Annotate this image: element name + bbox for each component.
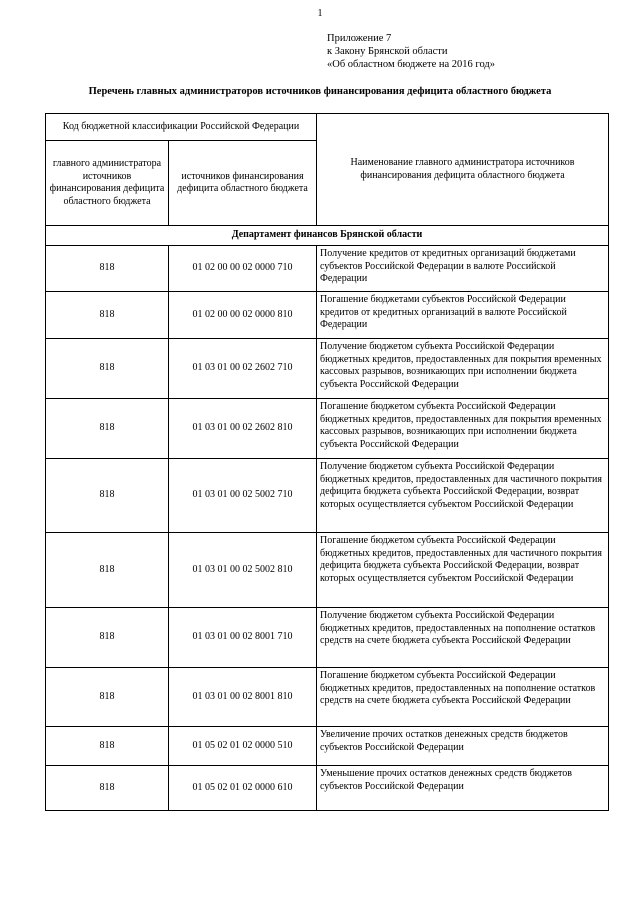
table-row [46, 399, 609, 459]
admin-code-cell: 818 [46, 533, 169, 608]
table-row [46, 766, 609, 811]
annex-line-2: к Закону Брянской области [327, 46, 448, 57]
admin-code-cell: 818 [46, 339, 169, 399]
name-cell: Погашение бюджетами субъектов Российской Федерации кредитов от кредитных организаций в валюте Российской Федерации [317, 292, 609, 339]
header-financing-sources: источников финансирования дефицита областного бюджета [169, 141, 317, 226]
admin-code-cell: 818 [46, 766, 169, 811]
name-cell: Увеличение прочих остатков денежных средств бюджетов субъектов Российской Федерации [317, 727, 609, 766]
annex-line-3: «Об областном бюджете на 2016 год» [327, 59, 495, 70]
administrators-table [45, 113, 609, 811]
name-cell: Погашение бюджетом субъекта Российской Федерации бюджетных кредитов, предоставленных для покрытия временных кассовых разрывов, возникающих при исполнении бюджета субъекта Российской Федерации [317, 399, 609, 459]
annex-block [327, 32, 495, 71]
source-code-cell: 01 05 02 01 02 0000 610 [169, 766, 317, 811]
admin-code-cell: 818 [46, 246, 169, 292]
source-code-cell: 01 03 01 00 02 5002 810 [169, 533, 317, 608]
table-row [46, 292, 609, 339]
source-code-cell: 01 03 01 00 02 2602 710 [169, 339, 317, 399]
page-number: 1 [317, 8, 323, 19]
source-code-cell: 01 03 01 00 02 5002 710 [169, 459, 317, 533]
admin-code-cell: 818 [46, 292, 169, 339]
annex-line-1: Приложение 7 [327, 33, 392, 44]
admin-code-cell: 818 [46, 668, 169, 727]
header-administrator-name: Наименование главного администратора источников финансирования дефицита областного бюджета [317, 114, 609, 226]
name-cell: Получение бюджетом субъекта Российской Федерации бюджетных кредитов, предоставленных для частичного покрытия дефицита бюджета субъекта Российской Федерации, возврат которых осуществляется субъектом Российской Федерации [317, 459, 609, 533]
table-row [46, 668, 609, 727]
source-code-cell: 01 02 00 00 02 0000 810 [169, 292, 317, 339]
source-code-cell: 01 05 02 01 02 0000 510 [169, 727, 317, 766]
source-code-cell: 01 03 01 00 02 8001 710 [169, 608, 317, 668]
admin-code-cell: 818 [46, 399, 169, 459]
table-row [46, 246, 609, 292]
document-title: Перечень главных администраторов источников финансирования дефицита областного бюджета [88, 86, 552, 97]
name-cell: Получение бюджетом субъекта Российской Федерации бюджетных кредитов, предоставленных для покрытия временных кассовых разрывов, возникающих при исполнении бюджета субъекта Российской Федерации [317, 339, 609, 399]
admin-code-cell: 818 [46, 727, 169, 766]
header-budget-code: Код бюджетной классификации Российской Федерации [46, 114, 317, 141]
source-code-cell: 01 03 01 00 02 2602 810 [169, 399, 317, 459]
name-cell: Погашение бюджетом субъекта Российской Федерации бюджетных кредитов, предоставленных для частичного покрытия дефицита бюджета субъекта Российской Федерации, возврат которых осуществляется субъектом Российской Федерации [317, 533, 609, 608]
table-row [46, 727, 609, 766]
source-code-cell: 01 02 00 00 02 0000 710 [169, 246, 317, 292]
section-heading: Департамент финансов Брянской области [46, 226, 609, 246]
admin-code-cell: 818 [46, 459, 169, 533]
source-code-cell: 01 03 01 00 02 8001 810 [169, 668, 317, 727]
name-cell: Погашение бюджетом субъекта Российской Федерации бюджетных кредитов, предоставленных на пополнение остатков средств на счете бюджета субъекта Российской Федерации [317, 668, 609, 727]
table-row [46, 608, 609, 668]
admin-code-cell: 818 [46, 608, 169, 668]
table-row [46, 339, 609, 399]
table-row [46, 533, 609, 608]
name-cell: Получение кредитов от кредитных организаций бюджетами субъектов Российской Федерации в валюте Российской Федерации [317, 246, 609, 292]
name-cell: Получение бюджетом субъекта Российской Федерации бюджетных кредитов, предоставленных на пополнение остатков средств на счете бюджета субъекта Российской Федерации [317, 608, 609, 668]
header-main-administrator: главного администратора источников финансирования дефицита областного бюджета [46, 141, 169, 226]
table-row [46, 459, 609, 533]
name-cell: Уменьшение прочих остатков денежных средств бюджетов субъектов Российской Федерации [317, 766, 609, 811]
